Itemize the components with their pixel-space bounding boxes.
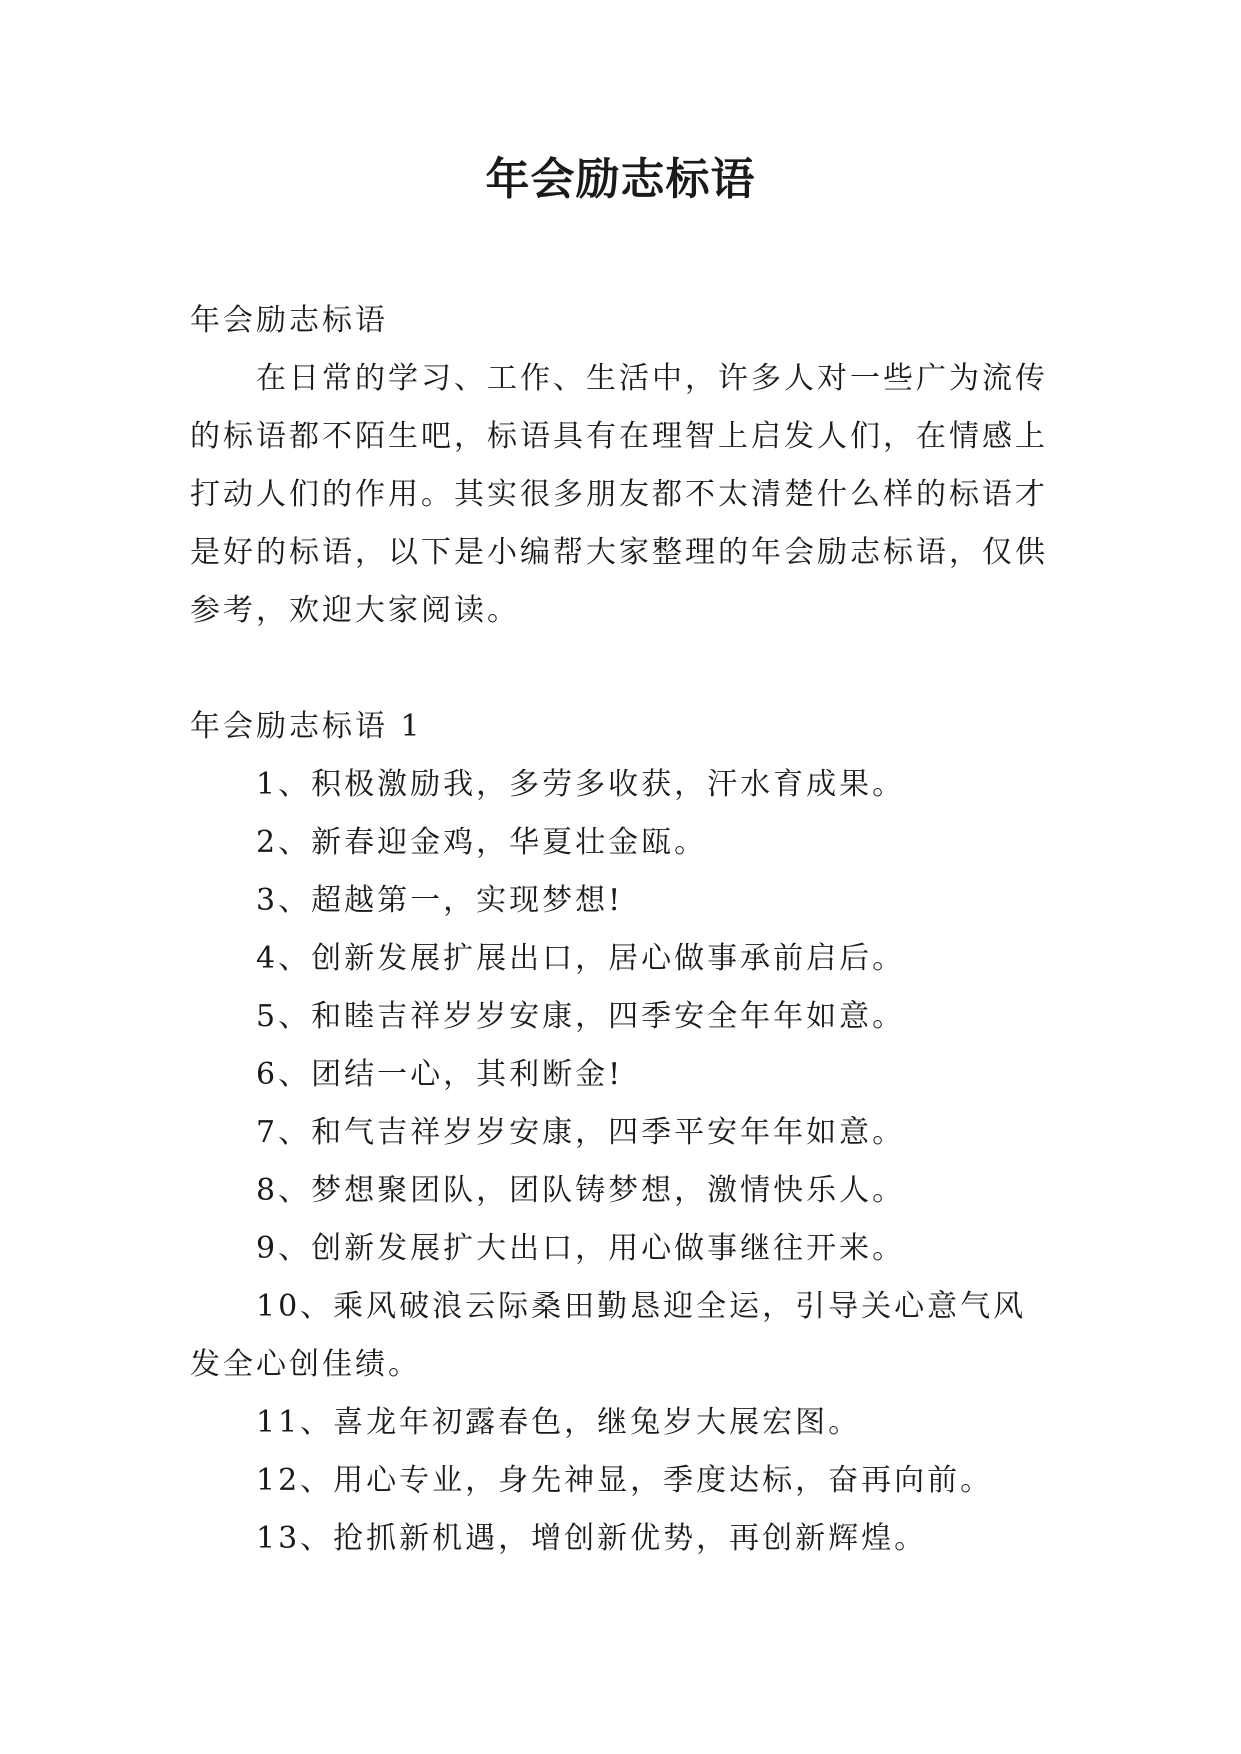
slogan-item: 7、和气吉祥岁岁安康，四季平安年年如意。	[256, 1115, 906, 1150]
slogan-item: 9、创新发展扩大出口，用心做事继往开来。	[256, 1231, 906, 1266]
section-spacer	[190, 640, 1050, 698]
slogan-item: 5、和睦吉祥岁岁安康，四季安全年年如意。	[256, 999, 906, 1034]
document-title: 年会励志标语	[485, 154, 756, 205]
slogan-item: 2、新春迎金鸡，华夏壮金瓯。	[256, 825, 708, 860]
slogan-item: 10、乘风破浪云际桑田勤恳迎全运，引导关心意气风发全心创佳绩。	[190, 1289, 1027, 1382]
slogan-item: 1、积极激励我，多劳多收获，汗水育成果。	[256, 767, 906, 802]
slogan-item: 3、超越第一，实现梦想!	[256, 883, 624, 918]
slogan-item: 13、抢抓新机遇，增创新优势，再创新辉煌。	[256, 1521, 928, 1556]
document-body	[190, 292, 1050, 1568]
intro-paragraph: 在日常的学习、工作、生活中，许多人对一些广为流传的标语都不陌生吧，标语具有在理智上启发人们，在情感上打动人们的作用。其实很多朋友都不太清楚什么样的标语才是好的标语，以下是小编帮大家整理的年会励志标语，仅供参考，欢迎大家阅读。	[190, 361, 1048, 628]
subtitle: 年会励志标语	[190, 303, 388, 338]
slogan-item: 12、用心专业，身先神显，季度达标，奋再向前。	[256, 1463, 994, 1498]
section-heading: 年会励志标语 1	[190, 709, 423, 744]
slogan-item: 11、喜龙年初露春色，继兔岁大展宏图。	[256, 1405, 862, 1440]
slogan-item: 4、创新发展扩展出口，居心做事承前启后。	[256, 941, 906, 976]
slogan-item: 8、梦想聚团队，团队铸梦想，激情快乐人。	[256, 1173, 906, 1208]
slogan-item: 6、团结一心，其利断金!	[256, 1057, 624, 1092]
